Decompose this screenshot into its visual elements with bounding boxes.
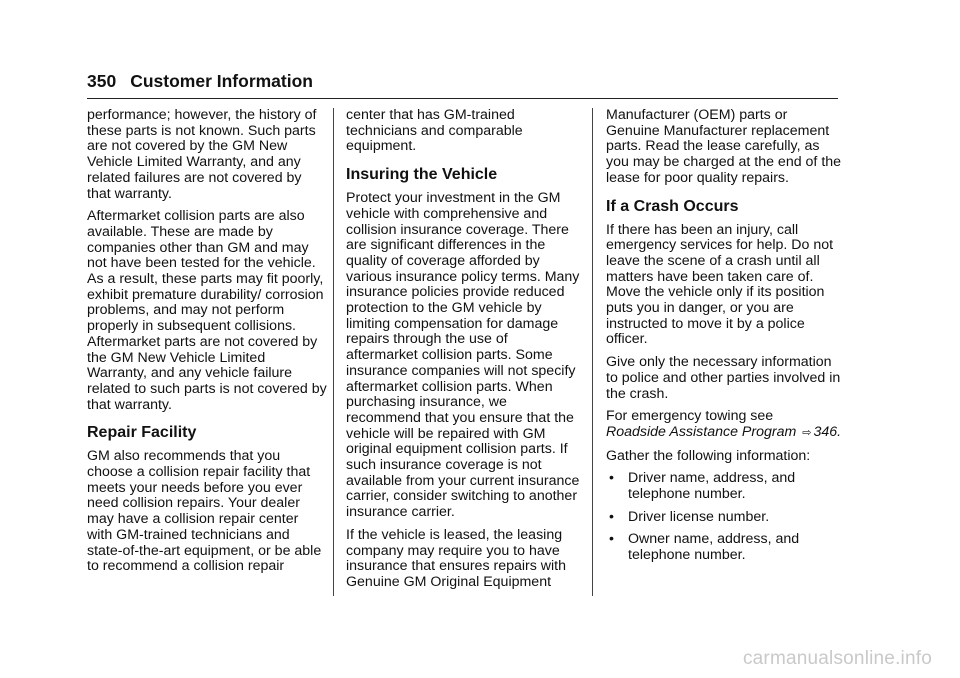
page-ref-number[interactable]: 346. (813, 423, 842, 440)
list-item-text: Owner name, address, and telephone number. (628, 531, 800, 564)
column-1 (87, 108, 327, 582)
list-item (606, 471, 842, 502)
section-heading-insuring-vehicle: Insuring the Vehicle (346, 166, 498, 184)
list-item (606, 510, 842, 526)
section-title: Customer Information (130, 71, 313, 91)
column-divider (592, 108, 593, 596)
column-2 (346, 108, 582, 598)
paragraph: GM also recommends that you choose a collision repair facility that meets your needs before you ever need collision repairs. Your dealer may have a collision repair center with GM-trained technicians and state-of-the-art equipment, or be able to recommend a collision repair (87, 448, 322, 575)
paragraph: Manufacturer (OEM) parts or Genuine Manufacturer replacement parts. Read the lease carefully, as you may be charged at the end of the lease for poor quality repairs. (606, 107, 842, 186)
page-header (87, 71, 313, 92)
section-heading-repair-facility: Repair Facility (87, 424, 197, 442)
towing-prefix: For emergency towing see (606, 408, 774, 425)
page-ref-arrow-icon: ⇨ (802, 426, 812, 439)
towing-reference (606, 409, 842, 441)
bullet-icon: • (609, 531, 614, 548)
bullet-icon: • (609, 470, 614, 487)
section-heading-crash-occurs: If a Crash Occurs (606, 197, 739, 215)
bullet-icon: • (609, 508, 614, 525)
paragraph: Protect your investment in the GM vehicle with comprehensive and collision insurance coverage. There are significant differences in the quality of coverage afforded by various insurance policy terms. Many insurance policies provide reduced protection to the GM vehicle by limiting compensation for damage repairs through the use of aftermarket collision parts. Some insurance companies will not specify aftermarket collision parts. When purchasing insurance, we recommend that you ensure that the vehicle will be repaired with GM original equipment collision parts. If such insurance coverage is not available from your current insurance carrier, consider switching to another insurance carrier. (346, 190, 580, 521)
column-3 (606, 108, 842, 571)
watermark: carmanualsonline.info (742, 648, 932, 669)
paragraph: performance; however, the history of these parts is not known. Such parts are not covered by the GM New Vehicle Limited Warranty, and any related failures are not covered by that warranty. (87, 107, 317, 202)
list-item (606, 532, 842, 563)
paragraph: Gather the following information: (606, 447, 811, 464)
paragraph: Aftermarket collision parts are also available. These are made by companies other than GM and may not have been tested for the vehicle. As a result, these parts may fit poorly, exhibit premature durability/ corrosion problems, and may not perform properly in subsequent collisions. Aftermarket parts are not covered by the GM New Vehicle Limited Warranty, and any vehicle failure related to such parts is not covered by that warranty. (87, 208, 327, 413)
paragraph: Give only the necessary information to police and other parties involved in the crash. (606, 354, 841, 402)
list-item-text: Driver name, address, and telephone number. (628, 470, 796, 503)
paragraph: center that has GM-trained technicians and comparable equipment. (346, 107, 523, 155)
list-item-text: Driver license number. (628, 508, 770, 525)
paragraph: If there has been an injury, call emergency services for help. Do not leave the scene of a crash until all matters have been taken care of. Move the vehicle only if its position puts you in danger, or you are instructed to move it by a police officer. (606, 221, 834, 348)
roadside-assistance-link[interactable]: Roadside Assistance Program (606, 423, 797, 440)
column-divider (333, 108, 334, 596)
header-rule (87, 98, 838, 99)
paragraph: If the vehicle is leased, the leasing company may require you to have insurance that ensures repairs with Genuine GM Original Equipment (346, 526, 567, 590)
page-number: 350 (87, 71, 117, 91)
